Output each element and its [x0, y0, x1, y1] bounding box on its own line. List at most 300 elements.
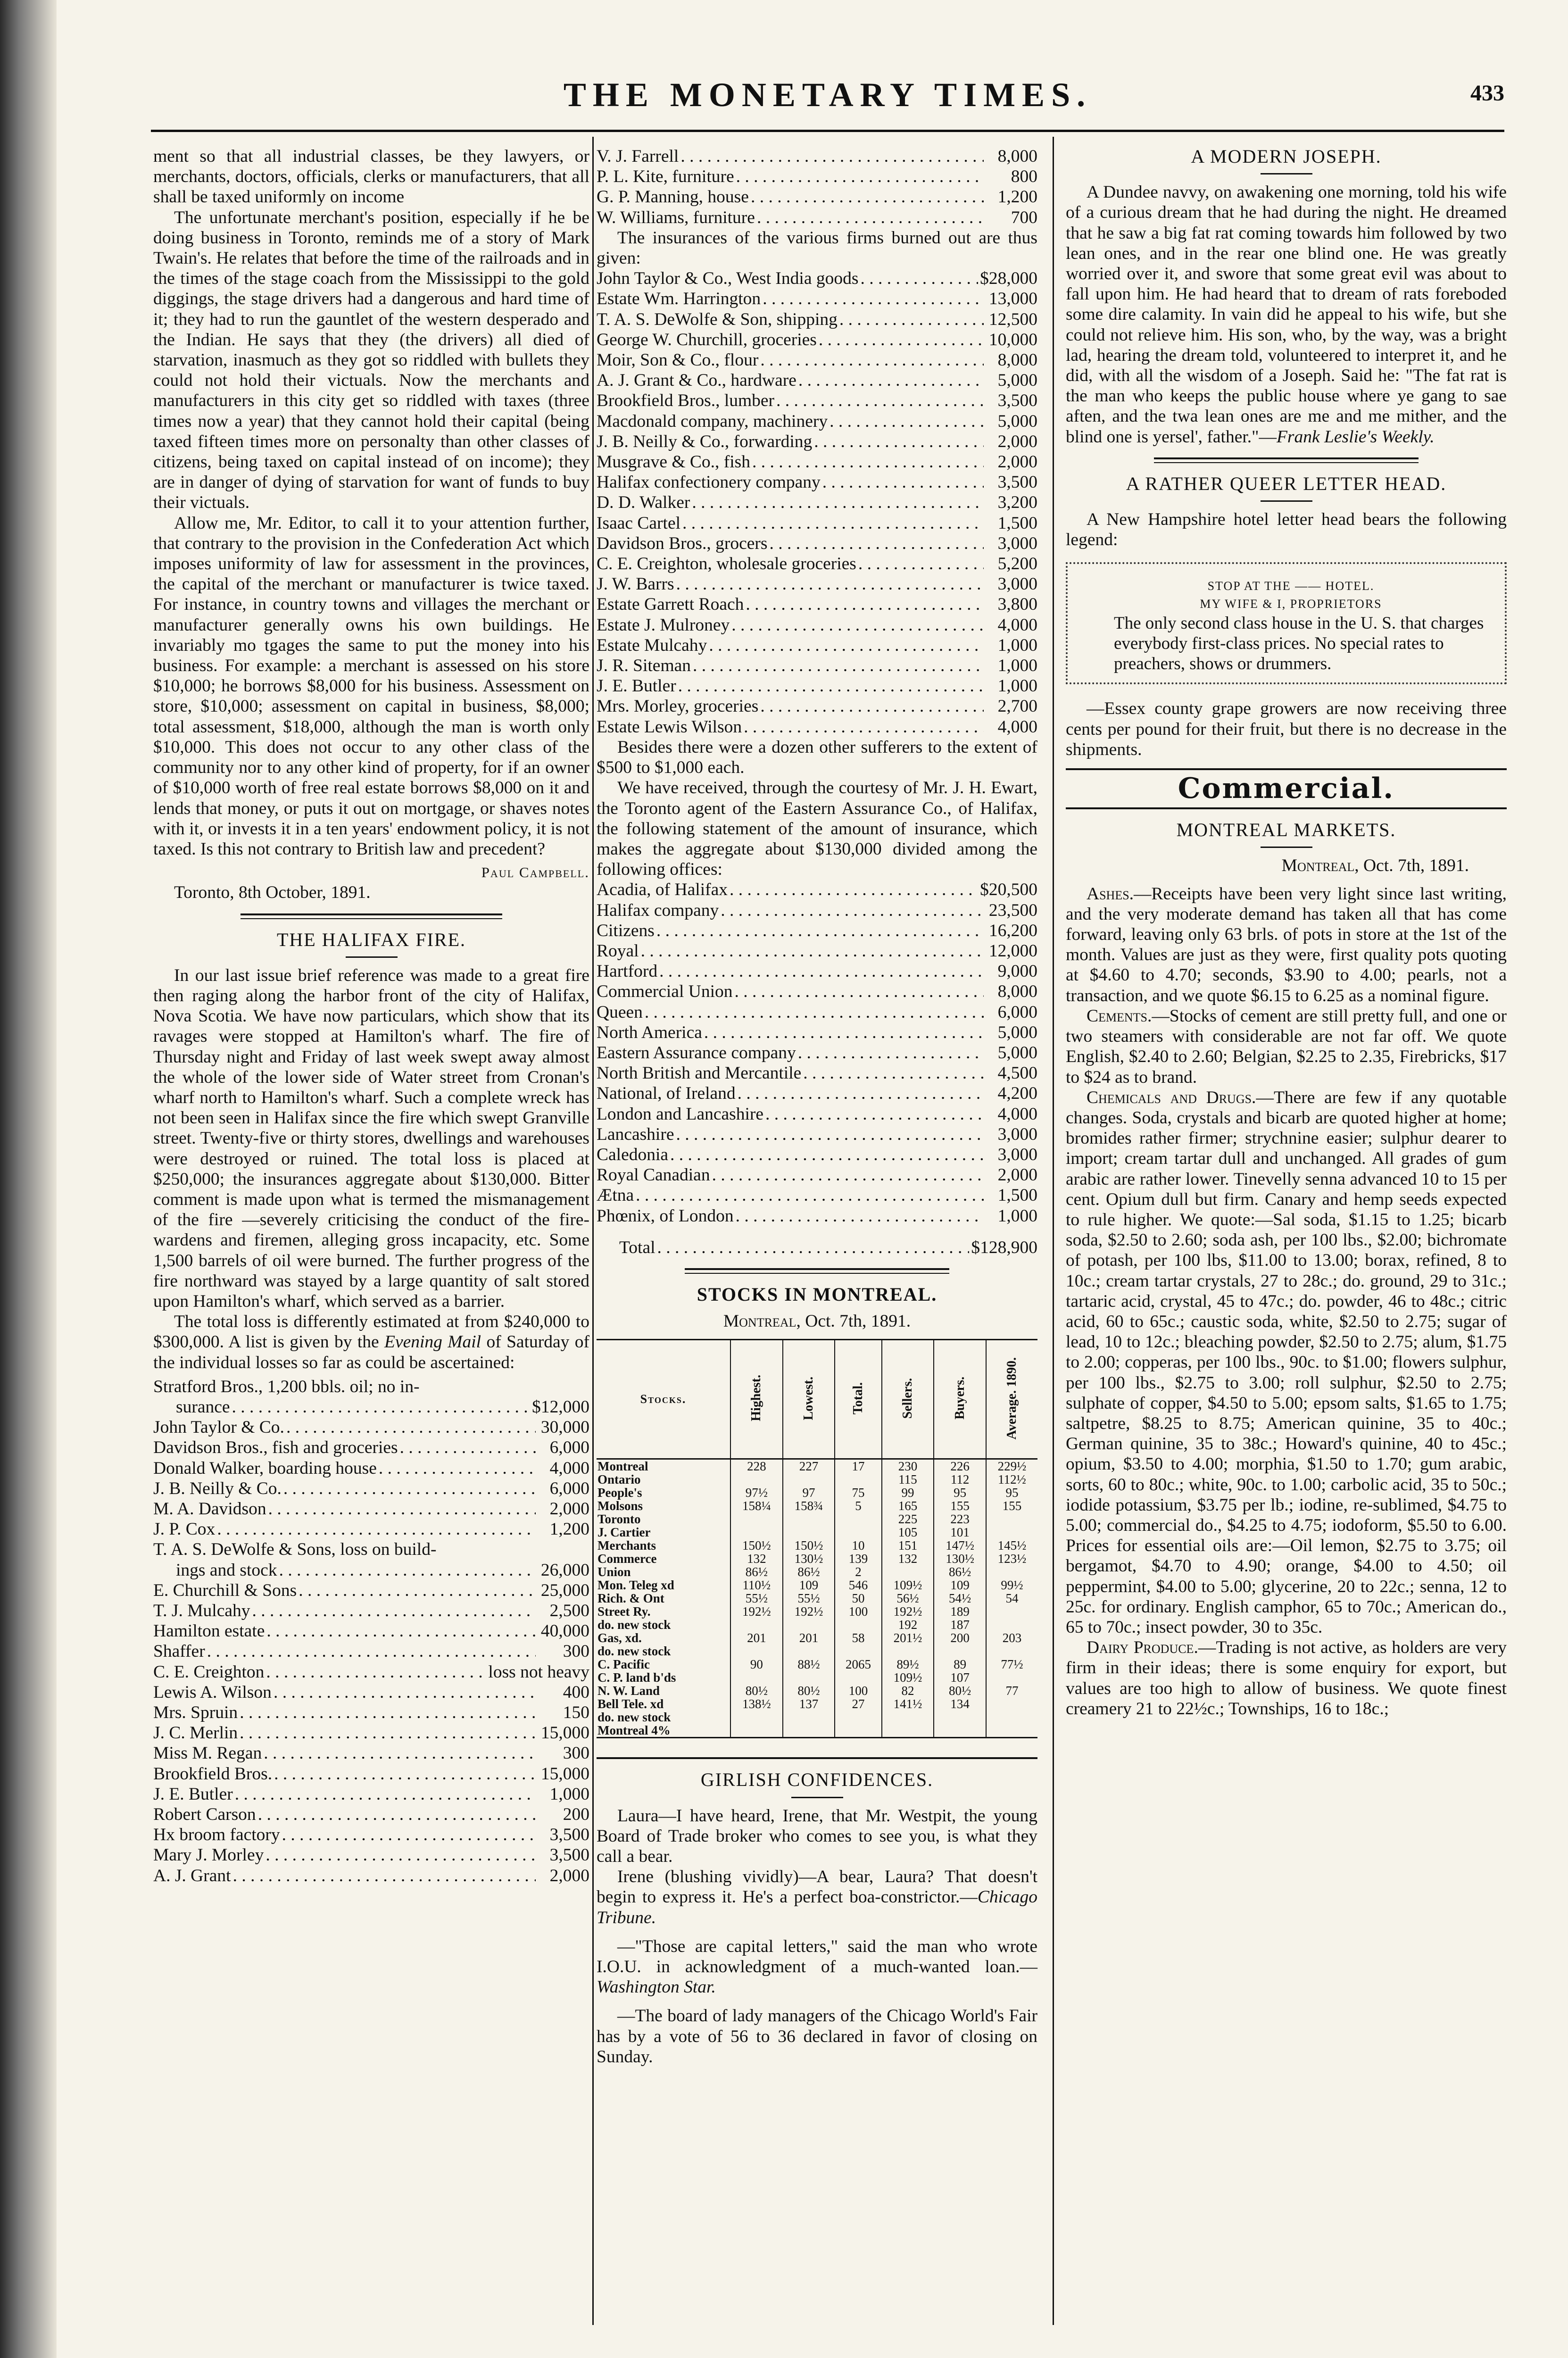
stock-value-cell — [986, 1697, 1037, 1710]
losses-list-continued — [597, 146, 1037, 228]
stock-value-cell — [730, 1644, 783, 1658]
list-row — [153, 1580, 589, 1601]
row-value: $28,000 — [980, 269, 1037, 289]
stock-value-cell: 99 — [882, 1486, 934, 1499]
letter-paragraph: Allow me, Mr. Editor, to call it to your attention further, that contrary to the provision in the Confederation Act which imposes uniformity of law for assessment in the provinces, the capital of the merchant or manufacturer is twice taxed. For instance, in country towns and villages the merchant or manufacturer generally owns his own buildings. He invariably mo tgages the same to put the money into his business. For example: a merchant is assessed on his store $10,000; he borrows $8,000 for his business. Assessment on store, $10,000; assessment on capital in business, $8,000; total assessment, $18,000, although the man is worth only $10,000. This does not occur to any other class of the community nor to any other kind of property, for if an owner of $10,000 worth of free real estate borrows $8,000 on it and lends that money, or puts it out on mortgage, or shaves notes with it, or invests it in a ten years' endowment policy, it is not taxed. Is this not contrary to British law and precedent? — [153, 513, 589, 859]
stock-name-cell: C. P. land b'ds — [597, 1670, 676, 1685]
total-row — [597, 1237, 1037, 1258]
leader-dots — [751, 187, 984, 207]
market-label: Ashes. — [1087, 884, 1134, 904]
stock-value-cell: 226 — [934, 1459, 986, 1473]
list-row — [597, 656, 1037, 676]
row-name: George W. Churchill, groceries — [597, 330, 817, 349]
text-run: —There are few if any quotable changes. Soda, crystals and bicarb are quoted higher at home; bromides rather firmer; strychnine easier; sulphur dearer to import; cream tartar dull and unchanged. All grades of gum arabic are rather lower. Tinevelly senna advanced 10 to 15 per cent. Opium dull but firm. Canary and hemp seeds expected to rule higher. We quote:—Sal soda, $1.15 to 1.25; bicarb soda, $2.50 to 2.60; soda ash, per 100 lbs., $2.00; bichromate of potash, per 100 lbs, $11.00 to 13.00; borax, refined, 8 to 10c.; cream tartar crystals, 27 to 28c.; do. ground, 29 to 31c.; tartaric acid, crystal, 45 to 47c.; do. powder, 46 to 48c.; citric acid, 60 to 65c.; caustic soda, white, $2.50 to 2.75; sugar of lead, 10 to 12c.; bleaching powder, $2.50 to 2.75; alum, $1.75 to 2.00; copperas, per 100 lbs., 90c. to $1.00; flowers sulphur, per 100 lbs., $2.75 to 3.00; roll sulphur, $2.50 to 2.75; sulphate of copper, $4.50 to 5.00; epsom salts, $1.65 to 1.75; saltpetre, $8.25 to 8.75; American quinine, 35 to 40c.; German quinine, 35 to 38c.; Howard's quinine, 40 to 45c.; opium, $3.50 to 4.00; morphia, $1.50 to 1.70; gum arabic, sorts, 60 to 80c.; white, 90c. to 1.00; carbolic acid, 35 to 50c.; iodide potassium, $3.75 per lb.; iodine, re-sublimed, $4.75 to 5.00; commercial do., $4.25 to 4.75; iodoform, $5.50 to 6.00. Prices for essential oils are:—Oil lemon, $2.75 to 3.75; oil bergamot, $4.70 to 4.90; orange, $4.00 to 4.50; oil peppermint, $4.00 to 5.00; glycerine, 20 to 22c.; senna, 12 to 25c. for ordinary. English camphor, 65 to 70c.; American do., 65 to 70c.; insect powder, 30 to 35c. — [1066, 1088, 1507, 1637]
leader-dots — [736, 166, 984, 187]
section-rule — [1066, 807, 1507, 809]
received-paragraph: We have received, through the courtesy of Mr. J. H. Ewart, the Toronto agent of the Eastern Assurance Co., of Halifax, the following statement of the amount of insurance, which makes the aggregate about $130,000 divided among the following offices: — [597, 778, 1037, 880]
leader-dots — [274, 1764, 536, 1784]
stock-value-cell: 147½ — [934, 1539, 986, 1552]
stock-name-cell: Molsons — [597, 1499, 643, 1513]
list-row — [153, 1784, 589, 1804]
row-value: 3,500 — [997, 391, 1037, 411]
stocks-column-header — [597, 1340, 730, 1459]
table-row — [597, 1459, 1037, 1473]
row-name: Royal Canadian — [597, 1165, 710, 1185]
stock-value-cell — [730, 1671, 783, 1684]
leader-dots — [693, 656, 984, 676]
row-name: P. L. Kite, furniture — [597, 167, 734, 187]
stock-value-cell: 192 — [882, 1618, 934, 1631]
leader-dots — [232, 1397, 531, 1417]
stock-value-cell: 97½ — [730, 1486, 783, 1499]
stock-value-cell: 80½ — [934, 1684, 986, 1697]
list-row — [597, 941, 1037, 961]
leader-dots — [839, 309, 984, 330]
row-name: V. J. Farrell — [597, 147, 679, 166]
list-row — [597, 696, 1037, 716]
leader-dots — [207, 1641, 536, 1661]
box-line: STOP AT THE —— HOTEL. — [1207, 579, 1375, 593]
list-row — [597, 411, 1037, 432]
row-value: 3,500 — [997, 473, 1037, 492]
row-name: Citizens — [597, 921, 655, 940]
stock-value-cell — [934, 1644, 986, 1658]
stock-value-cell — [882, 1565, 934, 1578]
stock-name-cell: Commerce — [597, 1552, 657, 1566]
row-name: Robert Carson — [153, 1805, 256, 1825]
row-value: 12,500 — [988, 309, 1037, 329]
stock-value-cell: 165 — [882, 1499, 934, 1512]
heading-dash — [346, 956, 398, 958]
row-name: T. A. S. DeWolfe & Son, shipping — [597, 309, 838, 329]
stock-name-cell: Merchants — [597, 1538, 656, 1553]
masthead-title: THE MONETARY TIMES. — [563, 76, 1092, 114]
table-row — [597, 1578, 1037, 1592]
row-name: Mary J. Morley — [153, 1845, 264, 1865]
leader-dots — [645, 1002, 984, 1022]
row-name: Donald Walker, boarding house — [153, 1458, 377, 1478]
stocks-column-header — [835, 1340, 881, 1459]
stocks-column-header — [730, 1340, 783, 1459]
stock-value-cell: 201 — [730, 1631, 783, 1644]
stock-value-cell: 89½ — [882, 1658, 934, 1671]
row-value: 5,000 — [997, 411, 1037, 431]
table-row — [597, 1697, 1037, 1710]
table-row — [597, 1671, 1037, 1684]
queer-intro: A New Hampshire hotel letter head bears the following legend: — [1066, 510, 1507, 550]
stock-value-cell: 89 — [934, 1658, 986, 1671]
stock-value-cell: 2065 — [835, 1658, 881, 1671]
header-label: Highest. — [749, 1375, 764, 1422]
leader-dots — [240, 1723, 536, 1743]
row-name: J. B. Neilly & Co. — [153, 1478, 282, 1498]
list-row — [153, 1866, 589, 1886]
leader-dots — [682, 513, 984, 533]
heading-dash — [1261, 173, 1312, 174]
row-value: 15,000 — [540, 1764, 589, 1784]
board-paragraph: —The board of lady managers of the Chicago World's Fair has by a vote of 56 to 36 declared in favor of closing on Sunday. — [597, 2006, 1037, 2067]
leader-dots — [233, 1866, 536, 1886]
row-value: 2,700 — [997, 697, 1037, 716]
list-row — [153, 1825, 589, 1845]
stock-value-cell — [986, 1724, 1037, 1738]
stock-value-cell — [986, 1526, 1037, 1539]
leader-dots — [734, 981, 984, 1002]
leader-dots — [268, 1499, 536, 1519]
stock-value-cell: 17 — [835, 1459, 881, 1473]
row-value: 1,200 — [997, 187, 1037, 207]
row-name: Estate Mulcahy — [597, 635, 707, 655]
row-name: J. R. Siteman — [597, 656, 691, 676]
leader-dots — [659, 961, 984, 981]
list-row — [597, 961, 1037, 981]
list-row — [153, 1764, 589, 1784]
list-row — [597, 513, 1037, 533]
list-row — [597, 432, 1037, 452]
list-row — [153, 1397, 589, 1417]
leader-dots — [283, 1478, 536, 1499]
stock-value-cell: 100 — [835, 1684, 881, 1697]
text-run: —Stocks of cement are still pretty full, and one or two steamers with considerable are not far off. We quote English, $2.40 to 2.60; Belgian, $2.25 to 2.35, Firebricks, $17 to $24 as to brand. — [1066, 1006, 1507, 1087]
letter-paragraph: ment so that all industrial classes, be they lawyers, or merchants, doctors, officials, clerks or manufacturers, that all shall be taxed uniformly on income — [153, 147, 589, 207]
stock-value-cell: 109½ — [882, 1671, 934, 1684]
stock-value-cell — [730, 1473, 783, 1486]
list-row — [597, 554, 1037, 574]
stock-value-cell: 200 — [934, 1631, 986, 1644]
stock-value-cell — [835, 1724, 881, 1738]
list-row — [153, 1702, 589, 1723]
stock-value-cell: 75 — [835, 1486, 881, 1499]
leader-dots — [822, 472, 984, 492]
header-label: Total. — [850, 1382, 865, 1414]
leader-dots — [217, 1519, 536, 1539]
list-row — [597, 370, 1037, 390]
row-value: 1,000 — [997, 1206, 1037, 1226]
stock-value-cell — [730, 1512, 783, 1526]
row-name: Halifax company — [597, 900, 719, 920]
stock-value-cell — [730, 1710, 783, 1724]
stocks-column-header — [783, 1340, 835, 1459]
row-value: 2,000 — [997, 432, 1037, 451]
row-value: 1,000 — [997, 676, 1037, 696]
leader-dots — [736, 1206, 984, 1226]
stock-name-cell: Ontario — [597, 1472, 641, 1487]
list-row — [597, 717, 1037, 737]
list-row — [597, 268, 1037, 289]
losses-list — [153, 1397, 589, 1886]
girlish-heading: GIRLISH CONFIDENCES. — [700, 1769, 934, 1791]
row-name: Lewis A. Wilson — [153, 1682, 272, 1702]
stocks-column-header — [934, 1340, 986, 1459]
table-row — [597, 1565, 1037, 1578]
stock-name-cell: J. Cartier — [597, 1525, 651, 1540]
stock-value-cell: 158¼ — [730, 1499, 783, 1512]
stock-value-cell: 187 — [934, 1618, 986, 1631]
section-rule — [1154, 457, 1419, 463]
table-row — [597, 1710, 1037, 1724]
cements-paragraph — [1066, 1006, 1507, 1088]
list-row — [153, 1478, 589, 1499]
leader-dots — [266, 1662, 486, 1682]
list-row — [597, 676, 1037, 696]
stock-value-cell: 155 — [934, 1499, 986, 1512]
stock-value-cell: 201½ — [882, 1631, 934, 1644]
list-row — [597, 1063, 1037, 1083]
row-name: Estate Lewis Wilson — [597, 717, 742, 737]
list-row — [153, 1417, 589, 1437]
leader-dots — [757, 208, 984, 228]
column-2 — [597, 146, 1037, 2067]
stock-value-cell — [986, 1710, 1037, 1724]
row-value: 700 — [1011, 208, 1037, 227]
leader-dots — [680, 146, 984, 166]
total-label: Total — [619, 1237, 655, 1257]
row-name: Estate Wm. Harrington — [597, 289, 761, 309]
stock-value-cell: 229½ — [986, 1459, 1037, 1473]
stock-value-cell: 230 — [882, 1459, 934, 1473]
stock-value-cell — [783, 1710, 835, 1724]
commercial-heading: Commercial. — [1178, 772, 1395, 805]
stock-value-cell: 109½ — [882, 1578, 934, 1592]
stock-value-cell — [986, 1671, 1037, 1684]
text-run: Montreal, — [1281, 856, 1359, 876]
stock-value-cell — [730, 1526, 783, 1539]
list-row — [597, 492, 1037, 513]
row-name: G. P. Manning, house — [597, 187, 749, 207]
stock-value-cell: 134 — [934, 1697, 986, 1710]
stock-value-cell: 86½ — [730, 1565, 783, 1578]
row-name: M. A. Davidson — [153, 1499, 266, 1519]
row-name: John Taylor & Co. — [153, 1418, 284, 1437]
table-row — [597, 1473, 1037, 1486]
header-label: Stocks. — [640, 1392, 687, 1406]
leader-dots — [240, 1702, 536, 1723]
leader-dots — [798, 370, 984, 390]
row-name: surance — [176, 1397, 230, 1417]
table-row — [597, 1592, 1037, 1605]
girlish-paragraph — [597, 1867, 1037, 1928]
stock-value-cell: 155 — [986, 1499, 1037, 1512]
table-row — [597, 1499, 1037, 1512]
stocks-date — [597, 1311, 1037, 1331]
stocks-table-header — [597, 1340, 1037, 1459]
row-value: 4,000 — [997, 1104, 1037, 1124]
stock-value-cell: 203 — [986, 1631, 1037, 1644]
stock-value-cell — [986, 1605, 1037, 1618]
box-body: The only second class house in the U. S. that charges everybody first-class prices. No special rates to preachers, shows or drummers. — [1114, 614, 1484, 674]
insurances-intro: The insurances of the various firms burned out are thus given: — [597, 228, 1037, 268]
leader-dots — [676, 1124, 984, 1145]
stock-value-cell — [783, 1644, 835, 1658]
stock-value-cell — [835, 1710, 881, 1724]
market-label: Dairy Produce. — [1087, 1638, 1198, 1658]
section-rule — [241, 913, 502, 919]
stock-value-cell — [783, 1512, 835, 1526]
row-value: 3,000 — [997, 574, 1037, 594]
row-value: 2,000 — [997, 452, 1037, 472]
row-value: 13,000 — [988, 289, 1037, 309]
stock-value-cell: 137 — [783, 1697, 835, 1710]
row-value: 1,500 — [997, 1186, 1037, 1205]
list-row — [597, 146, 1037, 166]
leader-dots — [258, 1804, 536, 1825]
list-row — [597, 187, 1037, 207]
heading-dash — [1261, 847, 1312, 848]
row-name: North British and Mercantile — [597, 1063, 802, 1083]
dairy-paragraph — [1066, 1637, 1507, 1719]
row-value: 4,000 — [549, 1458, 589, 1478]
row-name: Hamilton estate — [153, 1621, 265, 1641]
stock-value-cell: 95 — [934, 1486, 986, 1499]
row-value: 3,000 — [997, 533, 1037, 553]
stock-value-cell — [730, 1618, 783, 1631]
list-row — [597, 208, 1037, 228]
halifax-heading: THE HALIFAX FIRE. — [276, 929, 466, 950]
leader-dots — [819, 330, 984, 350]
leader-dots — [712, 1165, 984, 1185]
chemicals-paragraph — [1066, 1088, 1507, 1637]
row-name: Estate J. Mulroney — [597, 615, 730, 635]
row-value: 6,000 — [549, 1438, 589, 1458]
leader-dots — [286, 1417, 536, 1437]
row-value: $20,500 — [980, 880, 1037, 900]
stocks-column-header — [986, 1340, 1037, 1459]
row-value: 8,000 — [997, 147, 1037, 166]
row-value: 2,000 — [549, 1866, 589, 1885]
list-row — [597, 615, 1037, 635]
stock-value-cell: 80½ — [730, 1684, 783, 1697]
leader-dots — [279, 1560, 536, 1580]
list-row — [597, 1124, 1037, 1145]
table-row — [597, 1724, 1037, 1738]
stock-value-cell: 95 — [986, 1486, 1037, 1499]
halifax-paragraph: In our last issue brief reference was made to a great fire then raging along the harbor front of the city of Halifax, Nova Scotia. We have now particulars, which show that its ravages were stopped at Hamilton's wharf. The fire of Thursday night and Friday of last week swept away almost the whole of the lower side of Water street from Cronan's wharf north to Hamilton's wharf. Such a complete wreck has not been seen in Halifax since the fire which swept Granville street. Twenty-five or thirty stores, dwellings and warehouses were destroyed or ruined. The total loss is placed at $250,000; the insurances aggregate about $130,000. Bitter comment is made upon what is termed the mismanagement of the fire —severely criticising the conduct of the fire-wardens and firemen, alleging gross incapacity, etc. Some 1,500 barrels of oil were burned. The further progress of the fire northward was stayed by a large quantity of salt stored upon Hamilton's wharf, which served as a barrier. — [153, 965, 589, 1311]
list-row — [597, 635, 1037, 656]
list-row — [597, 533, 1037, 554]
stock-value-cell — [783, 1473, 835, 1486]
stock-value-cell — [934, 1710, 986, 1724]
row-value: 1,000 — [549, 1784, 589, 1804]
row-name: Lancashire — [597, 1124, 674, 1144]
header-label: Lowest. — [801, 1376, 816, 1420]
row-name: Hx broom factory — [153, 1825, 280, 1845]
total-loss-paragraph — [153, 1312, 589, 1373]
row-value: loss not heavy — [488, 1662, 589, 1682]
list-row — [597, 330, 1037, 350]
row-value: 3,500 — [549, 1825, 589, 1845]
leader-dots — [798, 1043, 984, 1063]
stock-value-cell: 2 — [835, 1565, 881, 1578]
table-row — [597, 1684, 1037, 1697]
stock-value-cell: 105 — [882, 1526, 934, 1539]
row-value: 9,000 — [997, 962, 1037, 981]
stock-value-cell: 58 — [835, 1631, 881, 1644]
stock-value-cell — [783, 1526, 835, 1539]
row-name: Commercial Union — [597, 982, 733, 1002]
table-row — [597, 1539, 1037, 1552]
leader-dots — [282, 1825, 536, 1845]
row-name: Phœnix, of London — [597, 1206, 734, 1226]
joseph-paragraph — [1066, 182, 1507, 447]
row-value: 12,000 — [988, 941, 1037, 961]
row-name: London and Lancashire — [597, 1104, 764, 1124]
essex-paragraph: —Essex county grape growers are now receiving three cents per pound for their fruit, but there is no decrease in the shipments. — [1066, 699, 1507, 759]
stock-name-cell: Montreal — [597, 1459, 648, 1474]
list-row — [597, 880, 1037, 900]
stock-value-cell: 80½ — [783, 1684, 835, 1697]
row-value: 5,000 — [997, 371, 1037, 390]
leader-dots — [721, 900, 984, 921]
stock-value-cell — [986, 1512, 1037, 1526]
text-run: Montreal, — [723, 1312, 801, 1331]
header-rule — [151, 130, 1504, 132]
header-label: Sellers. — [900, 1378, 915, 1419]
row-value: 3,800 — [997, 595, 1037, 614]
insurances-list — [597, 268, 1037, 737]
stock-value-cell: 132 — [882, 1552, 934, 1565]
text-run: —Receipts have been very light since last writing, and the very moderate demand has taken all that has come forward, leaving only 63 brls. of pots in store at the 1st of the month. Values are just as they were, first quality pots quoting at $4.60 to 4.70; seconds, $3.90 to 4.00; pearls, not a transaction, and we quote $6.15 to 6.25 as a nominal figure. — [1066, 884, 1507, 1005]
list-row — [153, 1621, 589, 1641]
stock-value-cell: 86½ — [934, 1565, 986, 1578]
stock-name-cell: Union — [597, 1565, 631, 1579]
stock-value-cell: 100 — [835, 1605, 881, 1618]
row-value: 5,000 — [997, 1043, 1037, 1063]
row-value: 16,200 — [988, 921, 1037, 940]
market-label: Cements. — [1087, 1006, 1152, 1026]
row-name: J. C. Merlin — [153, 1723, 238, 1743]
markets-heading: MONTREAL MARKETS. — [1176, 819, 1396, 841]
list-row — [153, 1641, 589, 1661]
stock-value-cell: 86½ — [783, 1565, 835, 1578]
stock-value-cell — [986, 1565, 1037, 1578]
stock-name-cell: People's — [597, 1486, 642, 1500]
stock-value-cell: 151 — [882, 1539, 934, 1552]
row-value: 300 — [563, 1642, 589, 1661]
row-name: W. Williams, furniture — [597, 208, 755, 227]
stock-value-cell — [835, 1512, 881, 1526]
text-run: The total loss is differently estimated at from $240,000 to $300,000. A list is given by the — [153, 1312, 589, 1352]
row-value: 2,500 — [549, 1601, 589, 1621]
row-name: Davidson Bros., grocers — [597, 533, 768, 553]
stock-value-cell — [986, 1644, 1037, 1658]
row-name: E. Churchill & Sons — [153, 1580, 297, 1600]
row-name: A. J. Grant & Co., hardware — [597, 371, 796, 390]
row-value: 6,000 — [997, 1002, 1037, 1022]
source-italic: Chicago Tribune. — [597, 1887, 1037, 1927]
list-row — [153, 1560, 589, 1580]
stock-name-cell: Bell Tele. xd — [597, 1697, 664, 1711]
stock-name-cell: C. Pacific — [597, 1657, 650, 1672]
leader-dots — [738, 1083, 984, 1104]
row-value: 5,200 — [997, 554, 1037, 574]
stock-value-cell: 90 — [730, 1658, 783, 1671]
row-value: 10,000 — [988, 330, 1037, 349]
list-row — [153, 1845, 589, 1865]
table-row — [597, 1512, 1037, 1526]
row-name: Caledonia — [597, 1145, 669, 1164]
stock-name-cell: Montreal 4% — [597, 1723, 671, 1738]
list-row — [597, 1206, 1037, 1226]
heading-dash — [1261, 500, 1312, 502]
row-name: Miss M. Regan — [153, 1744, 262, 1763]
list-row — [597, 1043, 1037, 1063]
row-name: Queen — [597, 1002, 643, 1022]
list-row — [153, 1723, 589, 1743]
table-row — [597, 1658, 1037, 1671]
besides-paragraph: Besides there were a dozen other sufferers to the extent of $500 to $1,000 each. — [597, 737, 1037, 778]
leader-dots — [765, 1104, 984, 1124]
section-rule — [685, 1268, 949, 1274]
